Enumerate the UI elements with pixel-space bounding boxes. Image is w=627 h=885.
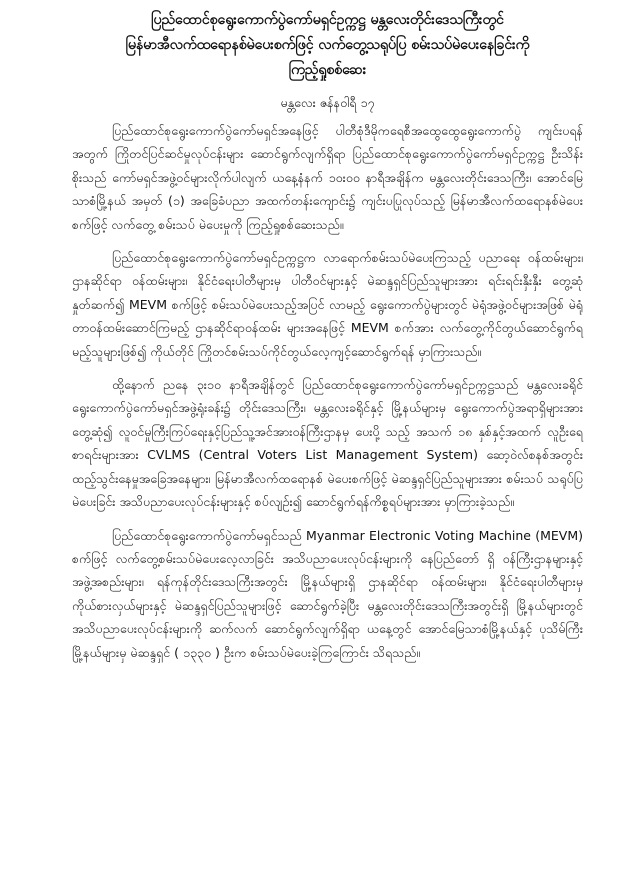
title-line-3: ကြည့်ရှုစစ်ဆေး (288, 62, 367, 78)
paragraph-1: ပြည်ထောင်စုရွေးကောက်ပွဲကော်မရှင်အနေဖြင့် ပါတီစုံဒီမိုကရေစီအထွေထွေရွေးကောက်ပွဲ ကျင်းပရန်အတွက် ကြိုတင်ပြင်ဆင်မှုလုပ်ငန်းများ ဆောင်ရွက်လျက်ရှိရာ ပြည်ထောင်စုရွေးကောက်ပွဲကော်မရှင်ဥက္ကဋ္ဌ ဦးသိန်းစိုးသည် ကော်မရှင်အဖွဲ့ဝင်များလိုက်ပါလျက် ယနေ့နံနက် ၁၀း၀၀ နာရီအချိန်က မန္တလေးတိုင်းဒေသကြီး၊ အောင်မြေသာစံမြို့နယ် အမှတ် (၁) အခြေခံပညာ အထက်တန်းကျောင်း၌ ကျင်းပပြုလုပ်သည့် မြန်မာအီလက်ထရောနစ်မဲပေးစက်ဖြင့် လက်တွေ့ စမ်းသပ် မဲပေးမှုကို ကြည့်ရှုစစ်ဆေးသည်။ (72, 123, 583, 232)
paragraph-4: ပြည်ထောင်စုရွေးကောက်ပွဲကော်မရှင်သည် Myanmar Electronic Voting Machine (MEVM) စက်ဖြင့် လက်တွေ့စမ်းသပ်မဲပေးလေ့လာခြင်း အသိပညာပေးလုပ်ငန်းများကို နေပြည်တော် ရှိ ဝန်ကြီးဌာနများနှင့် အဖွဲ့အစည်းများ၊ ရန်ကုန်တိုင်းဒေသကြီးအတွင်း မြို့နယ်များရှိ ဌာနဆိုင်ရာ ဝန်ထမ်းများ၊ နိုင်ငံရေးပါတီများမှ ကိုယ်စားလှယ်များနှင့် မဲဆန္ဒရှင်ပြည်သူများဖြင့် ဆောင်ရွက်ခဲ့ပြီး မန္တလေးတိုင်းဒေသကြီးအတွင်းရှိ မြို့နယ်များတွင် အသိပညာပေးလုပ်ငန်းများကို ဆက်လက် ဆောင်ရွက်လျက်ရှိရာ ယနေ့တွင် အောင်မြေသာစံမြို့နယ်နှင့် ပုသိမ်ကြီးမြို့နယ်များမှ မဲဆန္ဒရှင် ( ၁၃၃၀ ) ဦးက စမ်းသပ်မဲပေးခဲ့ကြကြောင်း သိရသည်။ (72, 527, 583, 660)
document-title (72, 8, 583, 83)
paragraph-2: ပြည်ထောင်စုရွေးကောက်ပွဲကော်မရှင်ဥက္ကဋ္ဌက လာရောက်စမ်းသပ်မဲပေးကြသည့် ပညာရေး ဝန်ထမ်းများ၊ ဌာနဆိုင်ရာ ဝန်ထမ်းများ၊ နိုင်ငံရေးပါတီများမှ ပါတီဝင်များနှင့် မဲဆန္ဒရှင်ပြည်သူများအား ရင်းရင်းနှီးနှီး တွေ့ဆုံနှုတ်ဆက်၍ MEVM စက်ဖြင့် စမ်းသပ်မဲပေးသည့်အပြင် လာမည့် ရွေးကောက်ပွဲများတွင် မဲရုံအဖွဲ့ဝင်များအဖြစ် မဲရုံတာဝန်ထမ်းဆောင်ကြမည့် ဌာနဆိုင်ရာဝန်ထမ်း များအနေဖြင့် MEVM စက်အား လက်တွေ့ကိုင်တွယ်ဆောင်ရွက်ရမည့်သူများဖြစ်၍ ကိုယ်တိုင် ကြိုတင်စမ်းသပ်ကိုင်တွယ်လေ့ကျင့်ဆောင်ရွက်ရန် မှာကြားသည်။ (72, 250, 583, 359)
title-line-1: ပြည်ထောင်စုရွေးကောက်ပွဲကော်မရှင်ဥက္ကဋ္ဌ မန္တလေးတိုင်းဒေသကြီးတွင် (151, 12, 504, 28)
paragraph-3: ထို့နောက် ညနေ ၃း၁၀ နာရီအချိန်တွင် ပြည်ထောင်စုရွေးကောက်ပွဲကော်မရှင်ဥက္ကဋ္ဌသည် မန္တလေးခရိုင် ရွေးကောက်ပွဲကော်မရှင်အဖွဲ့ရုံးခန်း၌ တိုင်းဒေသကြီး၊ မန္တလေးခရိုင်နှင့် မြို့နယ်များမှ ရွေးကောက်ပွဲအရာရှိများအား တွေ့ဆုံ၍ လူဝင်မှုကြီးကြပ်ရေးနှင့်ပြည်သူ့အင်အားဝန်ကြီးဌာနမှ ပေးပို့ သည့် အသက် ၁၈ နှစ်နှင့်အထက် လူဦးရေစာရင်းများအား CVLMS (Central Voters List Management System) ဆော့ဝဲလ်စနစ်အတွင်း ထည့်သွင်းနေမှုအခြေအနေများ၊ မြန်မာအီလက်ထရောနစ် မဲပေးစက်ဖြင့် မဲဆန္ဒရှင်ပြည်သူများအား စမ်းသပ် သရုပ်ပြမဲပေးခြင်း အသိပညာပေးလုပ်ငန်းများနှင့် စပ်လျဉ်း၍ ဆောင်ရွက်ရန်ကိစ္စရပ်များအား မှာကြားခဲ့သည်။ (72, 377, 583, 510)
dateline: မန္တလေး ဇန်နဝါရီ ၁၇ (280, 95, 375, 110)
article-body (72, 119, 583, 664)
title-line-2: မြန်မာအီလက်ထရောနစ်မဲပေးစက်ဖြင့် လက်တွေ့သရုပ်ပြ စမ်းသပ်မဲပေးနေခြင်းကို (125, 37, 530, 53)
